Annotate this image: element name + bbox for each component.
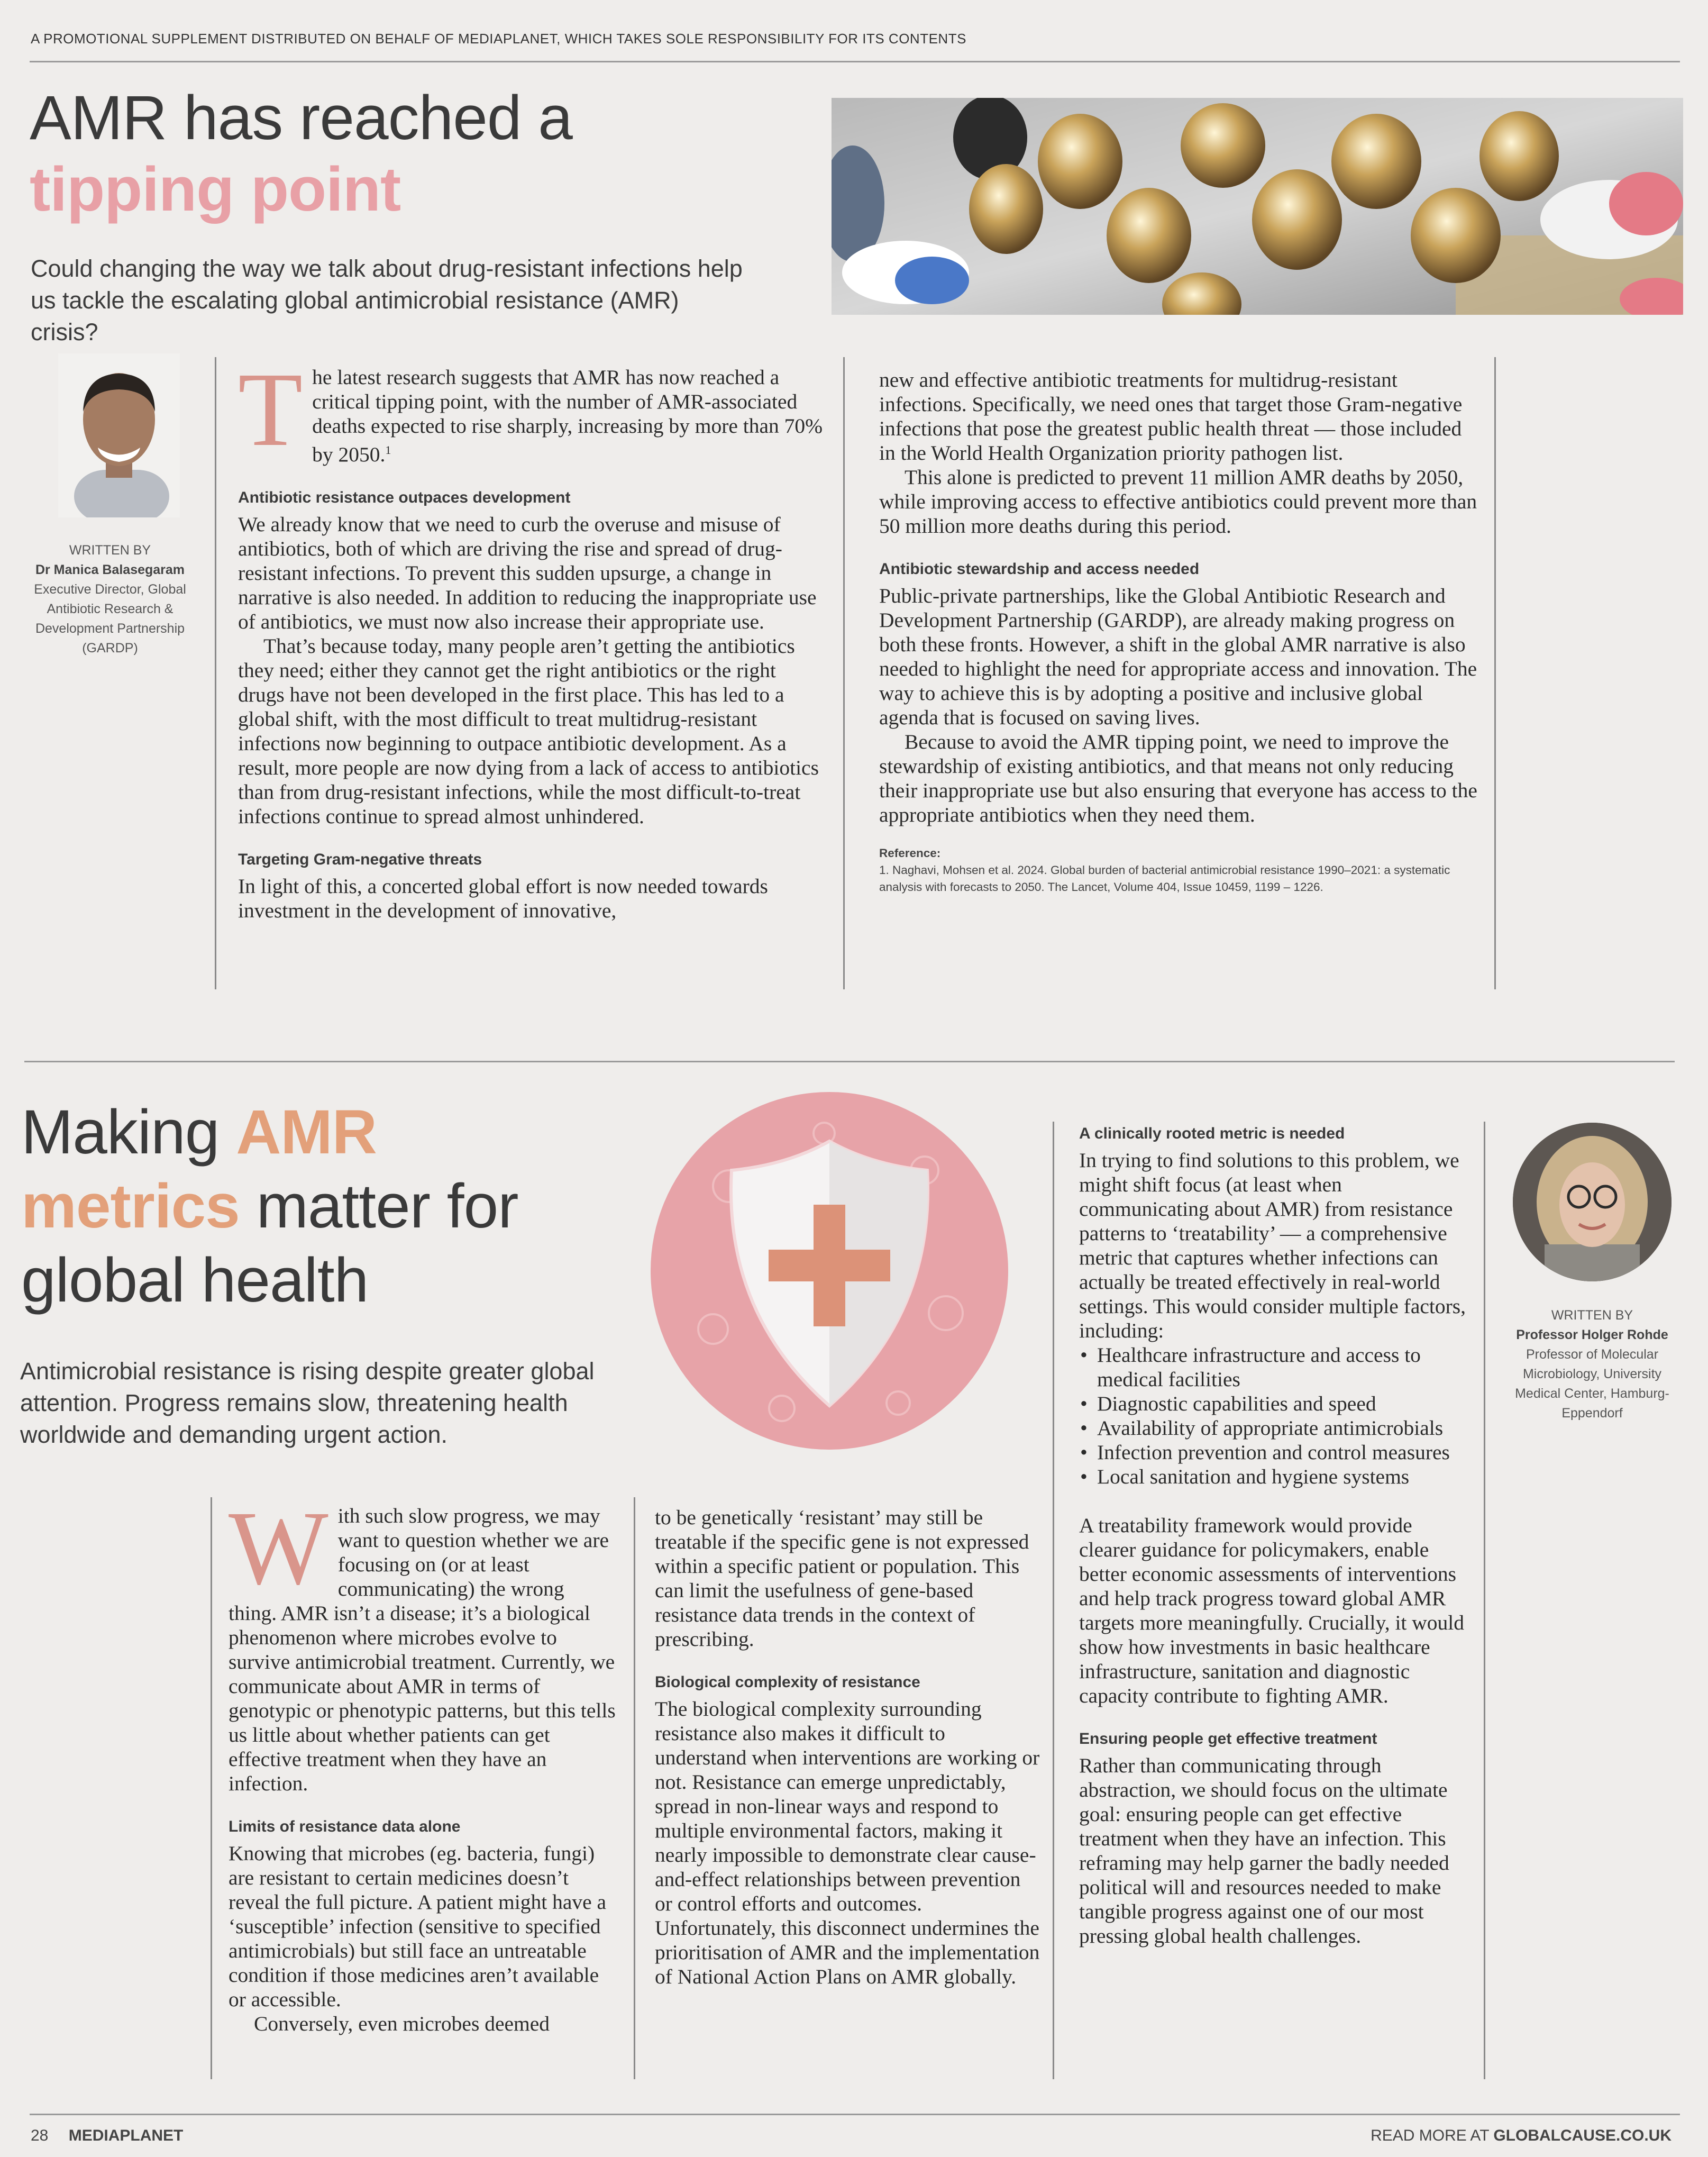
article1-right-rule [1494,357,1496,989]
shield-graphic [650,1091,1009,1451]
article1-left-rule [215,357,216,989]
author2-photo [1513,1123,1672,1281]
section-divider [24,1061,1675,1062]
article1-standfirst: Could changing the way we talk about drug-resistant infections help us tackle the escalating global antimicrobial resistance (AMR) crisis? [31,255,743,345]
author1-name: Dr Manica Balasegaram [35,562,185,577]
author1-written-by: WRITTEN BY [69,543,151,558]
article2-column1 [229,1490,617,2036]
article2-lead: ith such slow progress, we may want to question whether we are focusing on (or at least communicating) the wrong thing. AMR isn’t a disease; it’s a biological phenomenon where microbes evolve to survive antimicrobial treatment. Currently, we communicate about AMR in terms of genotypic or phenotypic patterns, but this tells us little about whether patients can get effective treatment when they have an infection. [229,1504,616,1795]
author1-byline [31,541,189,658]
reference-label: Reference: [879,847,941,860]
list-item: • Healthcare infrastructure and access to medical facilities [1079,1343,1470,1391]
footer-brand: MEDIAPLANET [68,2127,184,2144]
article2-title-matter: matter for [239,1171,518,1241]
author2-byline [1502,1306,1682,1423]
footer-left [31,2127,183,2145]
pills-photo [832,98,1683,315]
article1-lead: he latest research suggests that AMR has now reached a critical tipping point, with the number of AMR-associated deaths expected to rise sharply, increasing by more than 70% by 2050. [312,366,823,467]
article1-para3: In light of this, a concerted global effort is now needed towards investment in the development of innovative, [238,875,768,923]
article2-subhead3: A clinically rooted metric is needed [1079,1125,1345,1142]
article2-column2 [655,1505,1041,1989]
footer-rule [30,2114,1680,2115]
read-more-label: READ MORE AT [1371,2127,1494,2144]
article1-title-line2: tipping point [30,154,401,224]
article2-far-right-rule [1484,1122,1485,2079]
article2-para3: to be genetically ‘resistant’ may still be treatable if the specific gene is not expressed within a specific patient or population. This can limit the usefulness of gene-based resistance data trends in the context of prescribing. [655,1506,1029,1651]
article1-para2: That’s because today, many people aren’t getting the antibiotics they need; either they cannot get the right antibiotics or the right drugs have not been developed in the first place. This has led to a global shift, with the most difficult to treat multidrug-resistant infections now beginning to outpace antibiotic development. As a result, more people are now dying from a lack of access to antibiotics than from drug-resistant infections, while the most difficult-to-treat infections continue to spread almost unhindered. [238,634,819,829]
author2-role: Professor of Molecular Microbiology, University Medical Center, Hamburg-Eppendorf [1515,1347,1669,1421]
reference-text: 1. Naghavi, Mohsen et al. 2024. Global burden of bacterial antimicrobial resistance 1990–2021: a systematic analysis with forecasts to 2050. The Lancet, Volume 404, Issue 10459, 1199 – 1226. [879,863,1450,894]
article2-title-metrics: metrics [21,1171,240,1241]
page-number: 28 [31,2127,49,2144]
article1-para5: This alone is predicted to prevent 11 million AMR deaths by 2050, while improving access to effective antibiotics could prevent more than 50 million more deaths during this period. [879,466,1477,538]
footer-website-link[interactable]: GLOBALCAUSE.CO.UK [1493,2127,1672,2144]
article2-dropcap: W [229,1490,328,1607]
author1-photo [58,353,180,517]
author2-portrait [1513,1123,1672,1281]
article2-right-rule [1053,1122,1054,2079]
article1-subhead3: Antibiotic stewardship and access needed [879,560,1200,578]
shield-cross-icon [650,1091,1009,1451]
article1-footnote-mark: 1 [385,443,391,457]
article2-left-rule [211,1497,212,2079]
article2-para7: Rather than communicating through abstraction, we should focus on the ultimate goal: ensuring people can get effective treatment when they have an infection. This reframing may help garner the badly needed political will and resources needed to make tangible progress against one of our most pressing global health challenges. [1079,1754,1449,1947]
pills-blister-image [832,98,1683,315]
article1-para4: new and effective antibiotic treatments for multidrug-resistant infections. Specifically, we need ones that target those Gram-negative infections that pose the greatest public health threat — those included in the World Health Organization priority pathogen list. [879,368,1463,465]
article2-title-amr: AMR [236,1097,377,1167]
article2-title-line3: global health [21,1245,369,1315]
article2-para5: In trying to find solutions to this problem, we might shift focus (at least when communicating about AMR) from resistance patterns to ‘treatability’ — a comprehensive metric that captures whether infections can actually be treated effectively in real-world settings. This would consider multiple factors, including: [1079,1149,1466,1342]
article2-subhead4: Ensuring people get effective treatment [1079,1730,1377,1748]
article2-title-making: Making [21,1097,236,1167]
article2-subhead2: Biological complexity of resistance [655,1673,920,1691]
article2-column3 [1079,1122,1470,1948]
article1-subhead2: Targeting Gram-negative threats [238,851,482,869]
author1-role: Executive Director, Global Antibiotic Research & Development Partnership (GARDP) [34,582,186,656]
article1-title-line1: AMR has reached a [30,83,572,153]
footer-right [1333,2127,1672,2145]
list-item: • Diagnostic capabilities and speed [1079,1391,1470,1416]
article1-column2 [879,368,1479,896]
list-item: • Local sanitation and hygiene systems [1079,1464,1470,1489]
list-item: • Availability of appropriate antimicrobials [1079,1416,1470,1440]
article1-reference [879,845,1479,896]
article2-para1: Knowing that microbes (eg. bacteria, fungi) are resistant to certain medicines doesn’t reveal the full picture. A patient might have a ‘susceptible’ infection (sensitive to specified antimicrobials) but still face an untreatable condition if those medicines aren’t available or accessible. [229,1842,607,2011]
article1-dropcap: T [238,351,303,468]
article2-para2: Conversely, even microbes deemed [254,2012,550,2035]
top-rule [30,61,1680,62]
article2-subhead1: Limits of resistance data alone [229,1818,461,1835]
list-item: • Infection prevention and control measures [1079,1440,1470,1464]
article1-mid-rule [843,357,845,989]
article1-para1: We already know that we need to curb the overuse and misuse of antibiotics, both of which are driving the rise and spread of drug-resistant infections. To prevent this sudden upsurge, a change in narrative is also needed. In addition to reducing the inappropriate use of antibiotics, we must now also increase their appropriate use. [238,513,817,634]
article2-standfirst: Antimicrobial resistance is rising despite greater global attention. Progress remains slow, threatening health worldwide and demanding urgent action. [20,1358,595,1448]
article1-subhead1: Antibiotic resistance outpaces development [238,489,571,507]
article1-para7: Because to avoid the AMR tipping point, we need to improve the stewardship of existing antibiotics, and that means not only reducing their inappropriate use but also ensuring that everyone has access to the appropriate antibiotics when they need them. [879,730,1477,826]
author2-written-by: WRITTEN BY [1551,1308,1633,1323]
author1-portrait [58,353,180,517]
article2-para4: The biological complexity surrounding resistance also makes it difficult to understand when interventions are working or not. Resistance can emerge unpredictably, spread in non-linear ways and respond to multiple environmental factors, making it nearly impossible to demonstrate clear cause-and-effect relationships between prevention or control efforts and outcomes. Unfortunately, this disconnect undermines the prioritisation of AMR and the implementation of National Action Plans on AMR globally. [655,1697,1040,1988]
author2-name: Professor Holger Rohde [1516,1327,1668,1342]
article1-column1 [238,351,826,923]
article2-title [21,1095,656,1317]
article2-para6: A treatability framework would provide clearer guidance for policymakers, enable better economic assessments of interventions and help track progress toward global AMR targets more meaningfully. Crucially, it would show how investments in basic healthcare infrastructure, sanitation and diagnostic capacity contribute to fighting AMR. [1079,1514,1465,1707]
treatability-factors-list [1079,1343,1470,1489]
supplement-banner: A PROMOTIONAL SUPPLEMENT DISTRIBUTED ON BEHALF OF MEDIAPLANET, WHICH TAKES SOLE RESPONSIBILITY FOR ITS CONTENTS [31,31,966,47]
article1-para6: Public-private partnerships, like the Global Antibiotic Research and Development Partnership (GARDP), are already making progress on both these fronts. However, a shift in the global AMR narrative is also needed to highlight the need for appropriate access and innovation. The way to achieve this is by adopting a positive and inclusive global agenda that is focused on saving lives. [879,584,1477,729]
article2-mid-rule [634,1497,635,2079]
